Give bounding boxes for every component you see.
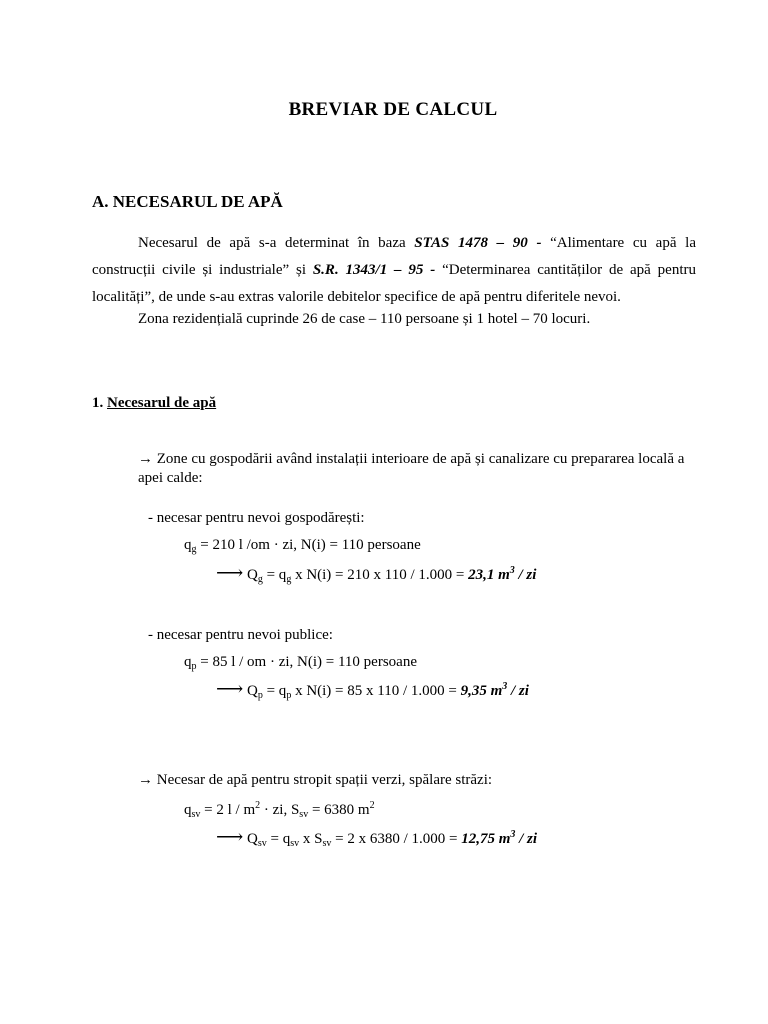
sr-reference: S.R. 1343/1 – 95 -: [312, 262, 436, 278]
publice-label: - necesar pentru nevoi publice:: [148, 627, 333, 643]
stropit-label: → Necesar de apă pentru stropit spații verzi, spălare străzi:: [138, 772, 493, 788]
arrow-icon: ⟶: [216, 827, 244, 848]
section-a-heading: A. NECESARUL DE APĂ: [92, 192, 283, 211]
stropit-result: 12,75 $m^3$ / zi: [461, 829, 538, 847]
stas-reference: STAS 1478 – 90 -: [414, 235, 542, 251]
gospodaresti-parameters: $q_g = 210$ l /om · zi, N(i) = 110 persoane: [184, 537, 421, 555]
intro-line-3: localități”, de unde s-au extras valorile debitelor specifice de apă pentru diferitele nevoi.: [92, 289, 621, 305]
gospodaresti-result: 23,1 $m^3$ / zi: [468, 565, 537, 583]
gospodaresti-formula: ⟶ $Q_g = q_g$ x N(i) = 210 x 110 / 1.000 = 23,1 $m^3$ / zi: [216, 563, 537, 585]
gospodaresti-label: - necesar pentru nevoi gospodărești:: [148, 510, 365, 526]
zona-paragraph: Zona rezidențială cuprinde 26 de case – 110 persoane și 1 hotel – 70 locuri.: [138, 311, 591, 327]
publice-parameters: $q_p = 85$ l / om · zi, N(i) = 110 persoane: [184, 654, 417, 672]
arrow-icon: ⟶: [216, 563, 244, 584]
publice-formula: ⟶ $Q_p = q_p$ x N(i) = 85 x 110 / 1.000 = 9,35 $m^3$ / zi: [216, 679, 529, 701]
intro-paragraph: [92, 230, 696, 311]
page-title: BREVIAR DE CALCUL: [288, 99, 498, 120]
section-1-heading: 1. Necesarul de apă: [92, 395, 217, 411]
zone-description: → Zone cu gospodării având instalații interioare de apă și canalizare cu prepararea locală a apei calde:: [138, 451, 685, 486]
arrow-icon: ⟶: [216, 679, 244, 700]
publice-result: 9,35 $m^3$ / zi: [460, 681, 529, 699]
stropit-formula: ⟶ $Q_{sv} = q_{sv}$ x $S_{sv} = 2$ x 6380 / 1.000 = 12,75 $m^3$ / zi: [216, 827, 538, 849]
intro-line-2: construcții civile și industriale” și S.R. 1343/1 – 95 - “Determinarea cantităților de apă pentru: [92, 262, 696, 278]
intro-line-1: Necesarul de apă s-a determinat în baza STAS 1478 – 90 - “Alimentare cu apă la: [138, 235, 696, 251]
stropit-parameters: $q_{sv} = 2$ l / $m^2$ · zi, $S_{sv} = 6380$ $m^2$: [184, 800, 375, 820]
